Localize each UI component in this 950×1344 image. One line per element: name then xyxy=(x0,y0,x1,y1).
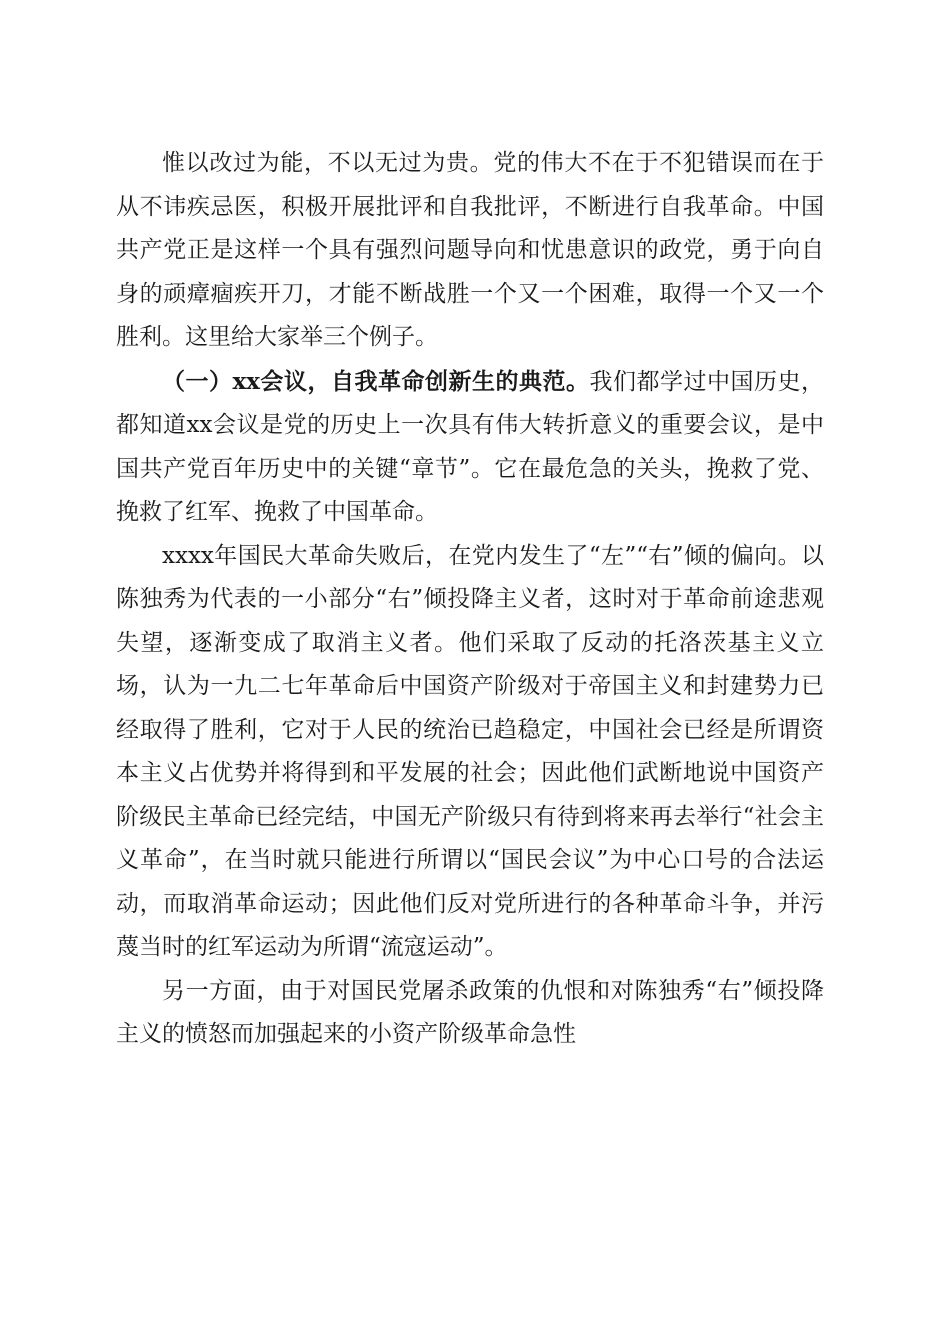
paragraph-section-one xyxy=(116,360,824,535)
section-one-heading: （一）xx会议，自我革命创新生的典范。 xyxy=(162,367,590,395)
paragraph-intro-text: 惟以改过为能，不以无过为贵。党的伟大不在于不犯错误而在于从不讳疾忌医，积极开展批评和自我批评，不断进行自我革命。中国共产党正是这样一个具有强烈问题导向和忧患意识的政党，勇于向自身的顽瘴痼疾开刀，才能不断战胜一个又一个困难，取得一个又一个胜利。这里给大家举三个例子。 xyxy=(116,150,824,350)
paragraph-other-side xyxy=(116,970,824,1057)
paragraph-section-one-text: 我们都学过中国历史，都知道xx会议是党的历史上一次具有伟大转折意义的重要会议，是中国共产党百年历史中的关键“章节”。它在最危急的关头，挽救了党、挽救了红军、挽救了中国革命。 xyxy=(116,368,824,525)
paragraph-other-side-text: 另一方面，由于对国民党屠杀政策的仇恨和对陈独秀“右”倾投降主义的愤怒而加强起来的小资产阶级革命急性 xyxy=(116,977,824,1047)
paragraph-history xyxy=(116,535,824,970)
paragraph-history-text: xxxx年国民大革命失败后，在党内发生了“左”“右”倾的偏向。以陈独秀为代表的一小部分“右”倾投降主义者，这时对于革命前途悲观失望，逐渐变成了取消主义者。他们采取了反动的托洛茨基主义立场，认为一九二七年革命后中国资产阶级对于帝国主义和封建势力已经取得了胜利，它对于人民的统治已趋稳定，中国社会已经是所谓资本主义占优势并将得到和平发展的社会；因此他们武断地说中国资产阶级民主革命已经完结，中国无产阶级只有待到将来再去举行“社会主义革命”，在当时就只能进行所谓以“国民会议”为中心口号的合法运动，而取消革命运动；因此他们反对党所进行的各种革命斗争，并污蔑当时的红军运动为所谓“流寇运动”。 xyxy=(116,542,824,960)
document-body xyxy=(116,142,824,1057)
paragraph-intro xyxy=(116,142,824,360)
